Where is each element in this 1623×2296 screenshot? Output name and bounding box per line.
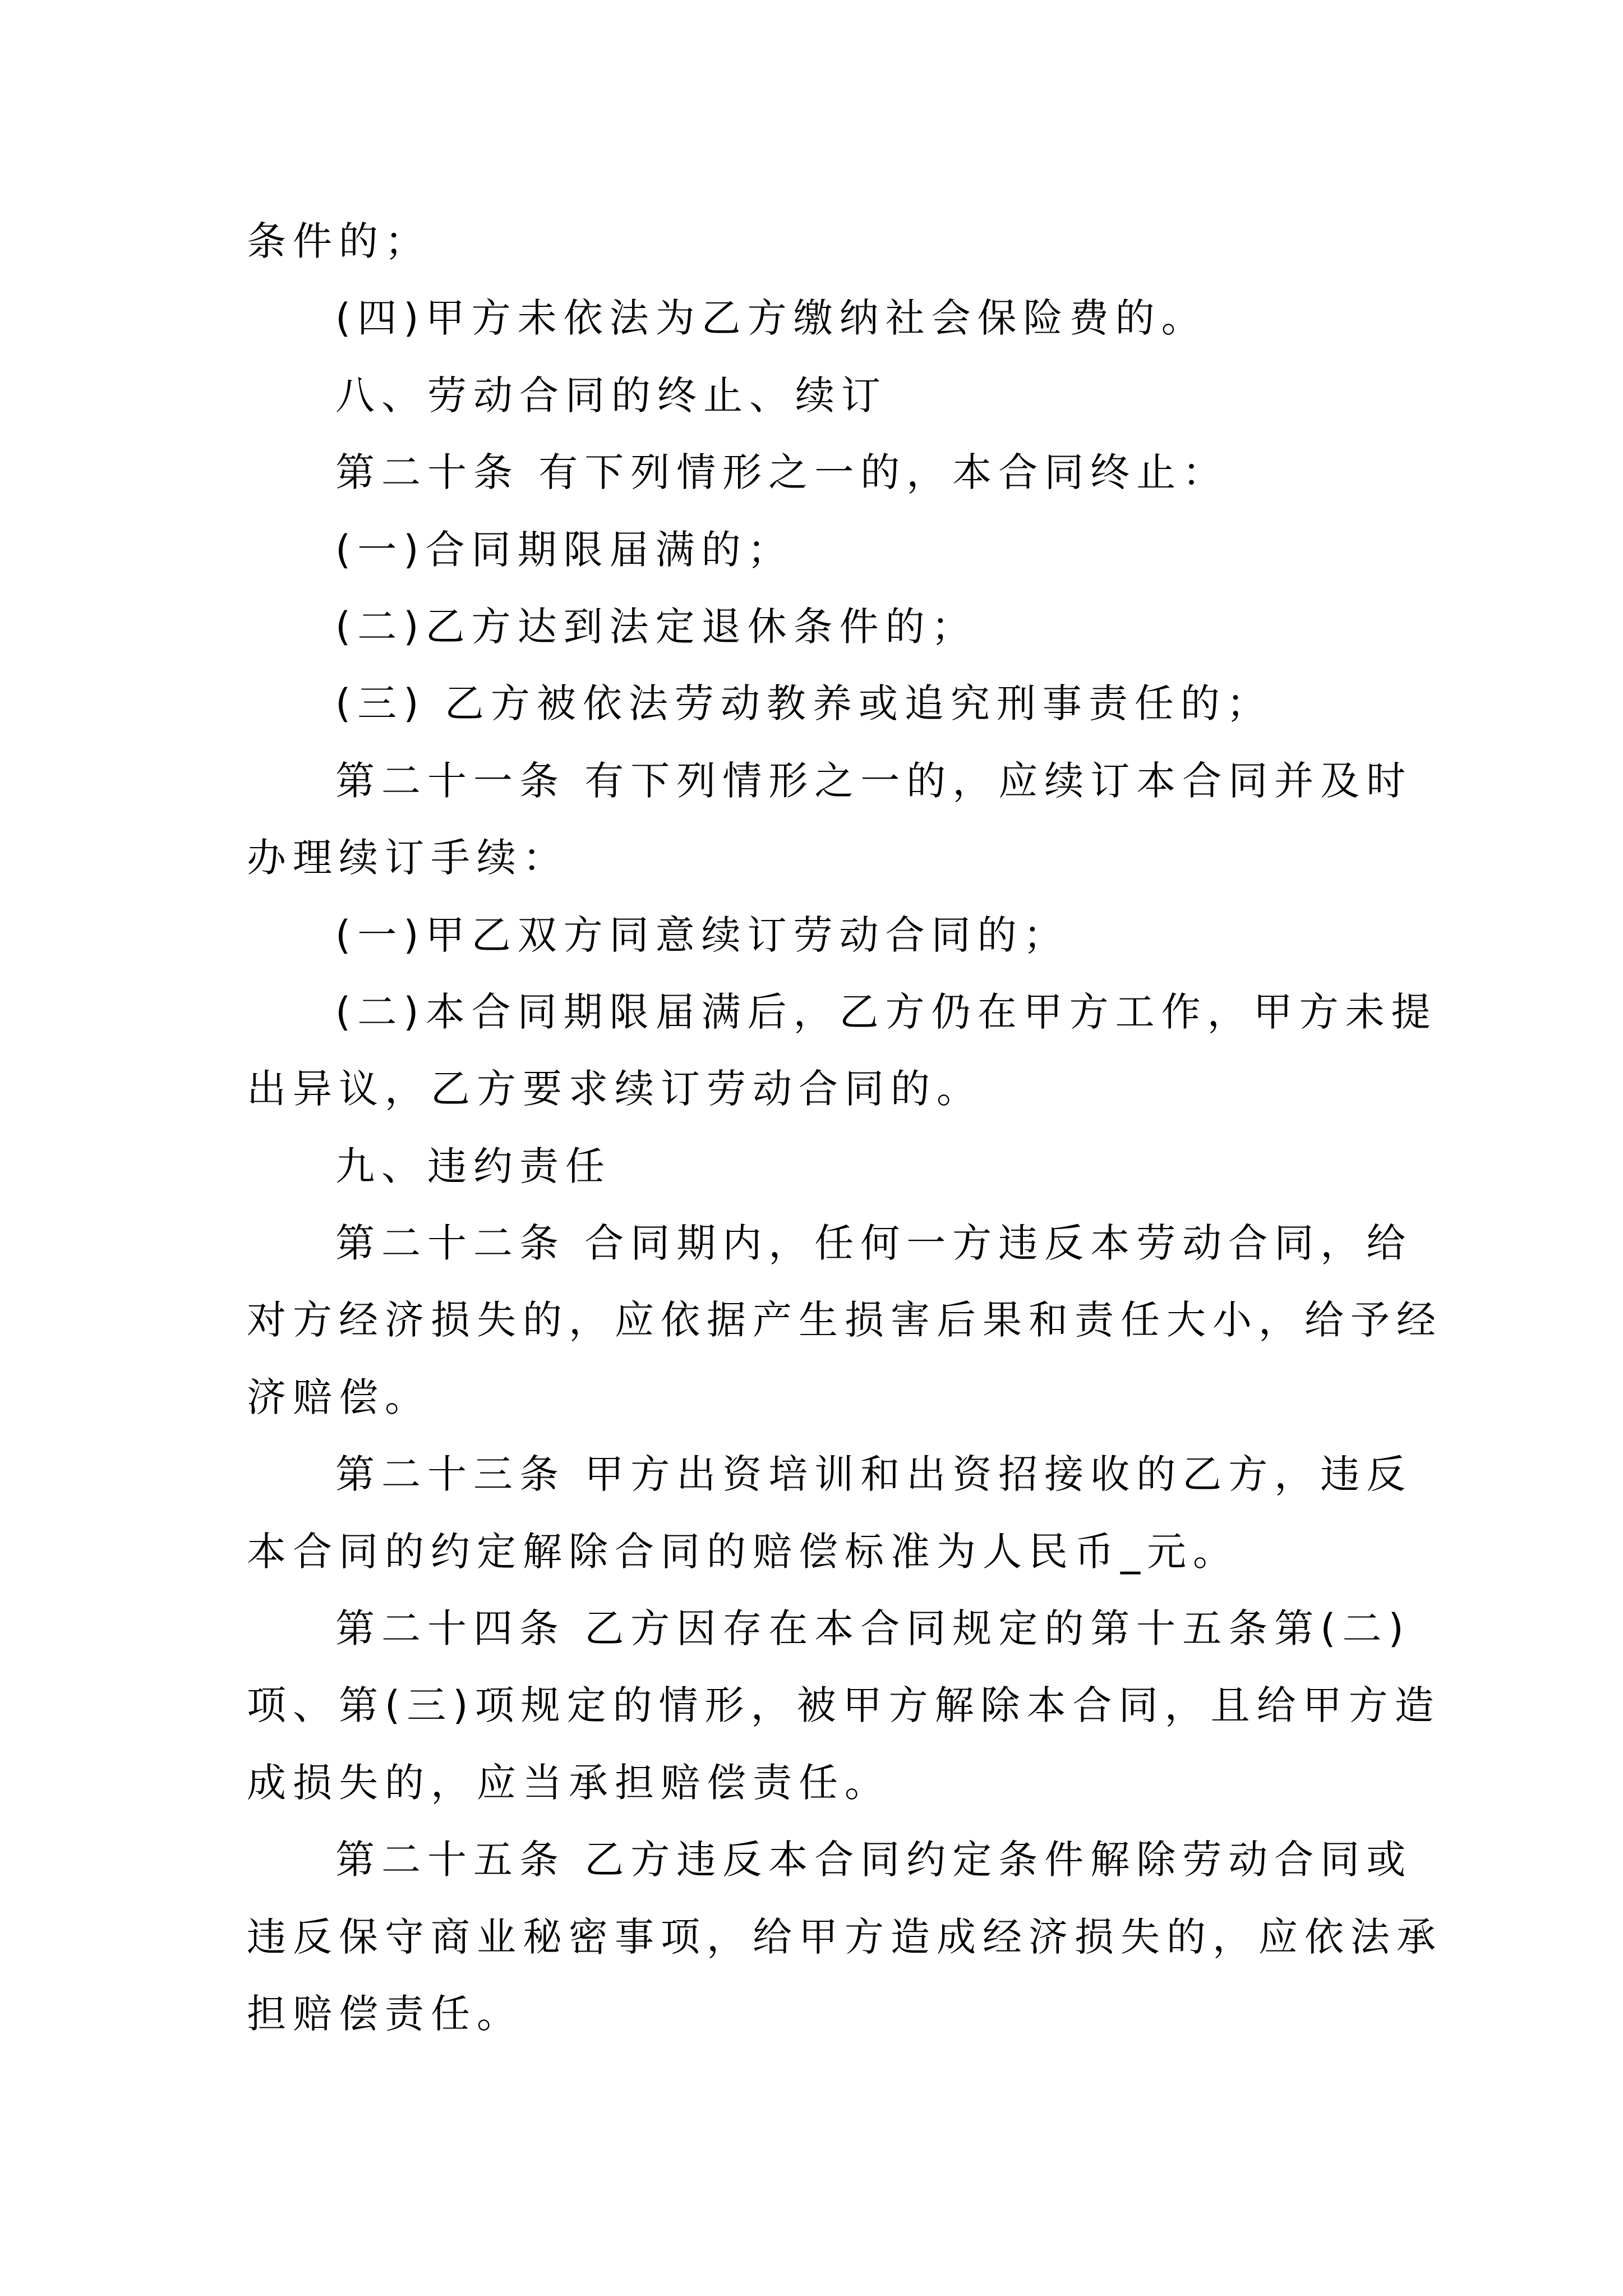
article-line: 第二十条 有下列情形之一的，本合同终止： — [335, 449, 1229, 496]
text-line: (二)乙方达到法定退休条件的； — [335, 603, 978, 650]
text-line: 济赔偿。 — [247, 1374, 431, 1420]
text-line: (一)合同期限届满的； — [335, 526, 794, 573]
text-line: 违反保守商业秘密事项，给甲方造成经济损失的，应依法承 — [247, 1913, 1442, 1960]
text-line: 成损失的，应当承担赔偿责任。 — [247, 1759, 891, 1806]
text-line: 本合同的约定解除合同的赔偿标准为人民币_元。 — [247, 1528, 1239, 1575]
text-line: (三) 乙方被依法劳动教养或追究刑事责任的； — [335, 680, 1272, 727]
section-heading: 九、违约责任 — [335, 1143, 611, 1189]
text-line: 对方经济损失的，应依据产生损害后果和责任大小，给予经 — [247, 1297, 1442, 1343]
section-heading: 八、劳动合同的终止、续订 — [335, 372, 887, 418]
text-line: 担赔偿责任。 — [247, 1990, 523, 2037]
article-line: 第二十二条 合同期内，任何一方违反本劳动合同，给 — [335, 1220, 1413, 1267]
text-line: 出异议，乙方要求续订劳动合同的。 — [247, 1066, 983, 1112]
text-line: (一)甲乙双方同意续订劳动合同的； — [335, 912, 1069, 958]
text-line: (二)本合同期限届满后，乙方仍在甲方工作，甲方未提 — [335, 988, 1437, 1035]
text-line: 项、第(三)项规定的情形，被甲方解除本合同，且给甲方造 — [247, 1682, 1441, 1729]
article-line: 第二十三条 甲方出资培训和出资招接收的乙方，违反 — [335, 1451, 1413, 1498]
document-body — [247, 203, 1442, 2053]
article-line: 第二十一条 有下列情形之一的，应续订本合同并及时 — [335, 757, 1413, 804]
article-line: 第二十五条 乙方违反本合同约定条件解除劳动合同或 — [335, 1837, 1413, 1883]
text-line: 办理续订手续： — [247, 835, 569, 881]
article-line: 第二十四条 乙方因存在本合同规定的第十五条第(二) — [335, 1605, 1410, 1652]
text-line: 条件的； — [247, 218, 431, 264]
text-line: (四)甲方未依法为乙方缴纳社会保险费的。 — [335, 295, 1207, 342]
